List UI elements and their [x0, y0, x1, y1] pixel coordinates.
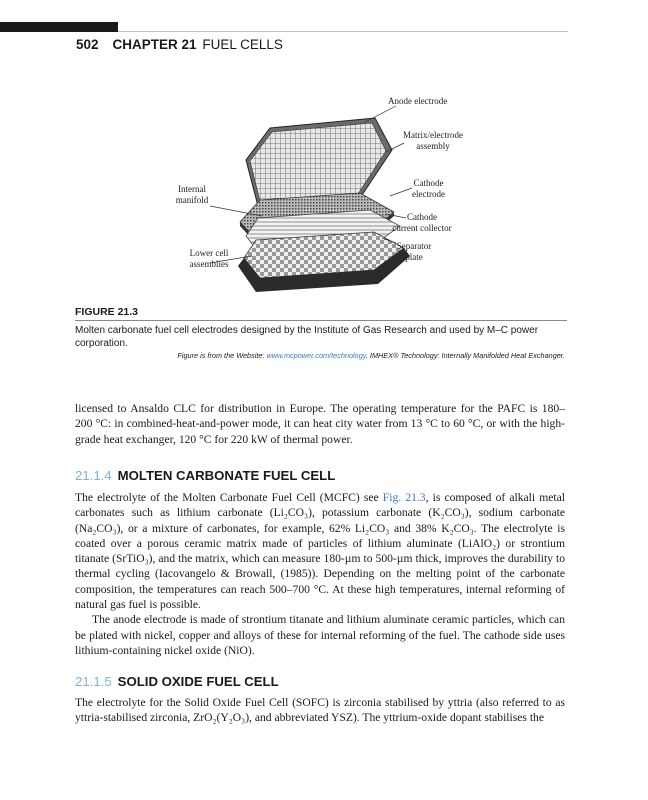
- label-cathode-electrode: Cathode electrode: [412, 178, 445, 199]
- caption-rule: [75, 320, 567, 321]
- paragraph-sofc-1: The electrolyte for the Solid Oxide Fuel Cell (SOFC) is zirconia stabilised by yttria (also referred to as yttria-stabilised zirconia, ZrO₂(Y₂O₃), and abbreviated YSZ). The yttrium-oxide dopant stabilises the: [75, 696, 565, 725]
- section-title: MOLTEN CARBONATE FUEL CELL: [117, 468, 336, 483]
- source-link[interactable]: www.mcpower.com/technology: [266, 351, 366, 360]
- paragraph-intro: licensed to Ansaldo CLC for distribution in Europe. The operating temperature for the PAFC is 180–200 °C: in combined-heat-and-power mode, it can heat city water from 13 °C to 60 °C, or with the high-grade heat exchanger, 120 °C for 220 kW of thermal power.: [75, 402, 565, 446]
- section-number: 21.1.5: [75, 674, 112, 689]
- figure-caption-label: FIGURE 21.3: [75, 306, 139, 318]
- label-separator-plate: Separator plate: [396, 241, 432, 262]
- figure-21-3: [160, 88, 490, 298]
- chapter-label: CHAPTER 21: [112, 37, 197, 52]
- section-21-1-4-body: [75, 490, 565, 658]
- paragraph-mcfc-2: The anode electrode is made of strontium titanate and lithium aluminate ceramic particles, which can be plated with nickel, copper and alloys of these for internal reforming of the fuel. The cathode side uses lithium-containing nickel oxide (NiO).: [75, 613, 565, 657]
- page-number: 502: [76, 37, 99, 52]
- header-bar: [0, 22, 118, 32]
- figure-caption: Molten carbonate fuel cell electrodes designed by the Institute of Gas Research and used by M–C power corporation.: [75, 325, 539, 349]
- figure-reference-link[interactable]: Fig. 21.3: [382, 491, 426, 504]
- label-internal-manifold: Internal manifold: [175, 184, 209, 205]
- label-anode-electrode: Anode electrode: [388, 96, 448, 106]
- chapter-title: FUEL CELLS: [202, 37, 283, 52]
- figure-source: Figure is from the Website: www.mcpower.com/technology. IMHEX® Technology: Internally Manifolded Heat Exchanger.: [177, 351, 565, 360]
- section-title: SOLID OXIDE FUEL CELL: [117, 674, 279, 689]
- label-lower-cell-assemblies: Lower cell assemblies: [189, 248, 229, 269]
- paragraph-mcfc-1: The electrolyte of the Molten Carbonate Fuel Cell (MCFC) see Fig. 21.3, is composed of alkali metal carbonates such as lithium carbonate (Li₂CO₃), potassium carbonate (K₂CO₃), sodium carbonate (Na₂CO₃), or a mixture of carbonates, for example, 62% Li₂CO₃ and 38% K₂CO₃. The electrolyte is coated over a porous ceramic matrix made of particles of lithium aluminate (LiAlO₂) or strontium titanate (SrTiO₃), and the matrix, which can measure 180-µm to 500-µm thick, improves the durability to thermal cycling (Iacovangelo & Browall, (1985)). Depending on the melting point of the carbonate composition, the temperatures can reach 500–700 °C. At these high temperatures, internal reforming of natural gas fuel is possible.: [75, 491, 565, 612]
- section-heading-21-1-4: [75, 468, 335, 483]
- header-rule: [118, 31, 568, 32]
- label-matrix-assembly: Matrix/electrode assembly: [403, 130, 463, 151]
- section-number: 21.1.4: [75, 468, 112, 483]
- label-cathode-current-collector: Cathode current collector: [392, 212, 452, 233]
- running-header: [76, 37, 283, 52]
- section-heading-21-1-5: [75, 674, 279, 689]
